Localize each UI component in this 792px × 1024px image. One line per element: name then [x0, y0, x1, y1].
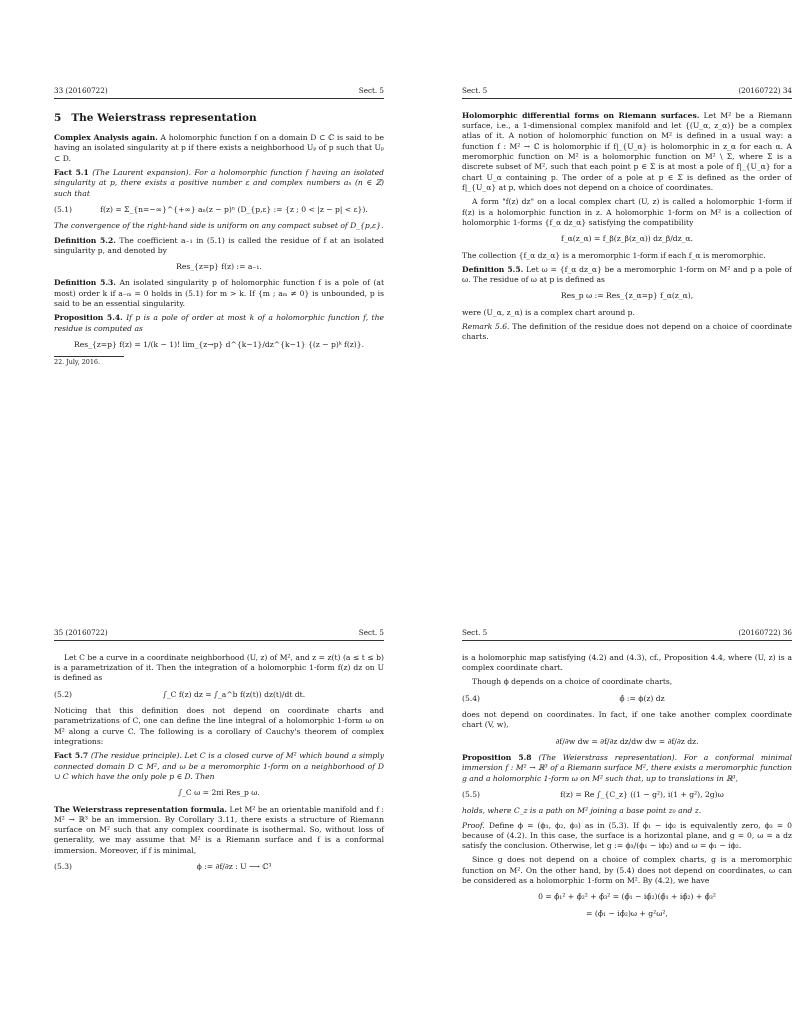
- fact-heading: Fact 5.1: [54, 167, 89, 177]
- chart-note: were (U_α, z_α) is a complex chart around p.: [462, 307, 635, 317]
- paragraph-text: Let M² be an orientable manifold and f : M² → ℝ³ be an immersion. By Corollary 3.11, there exists a structure of Riemann surface on M² such that any complex coordinate is isothermal. So, without loss of generality, we may assume that M² is a Riemann surface and f is a conformal immersion. Moreover, if f is minimal,: [54, 804, 384, 855]
- final-equation-2: [462, 909, 792, 919]
- definition-5-5-equation: [462, 291, 792, 301]
- header-left: Sect. 5: [462, 628, 488, 637]
- paragraph-heading: Holomorphic differential forms on Riemann surfaces.: [462, 110, 700, 120]
- equation-body: f_α(z_α) = f_β(z_β(z_α)) dz_β/dz_α.: [561, 234, 693, 244]
- definition-5-2: [54, 236, 384, 257]
- page-36: [462, 628, 792, 925]
- section-number: 5: [54, 111, 62, 124]
- proposition-heading: Proposition 5.4.: [54, 313, 123, 323]
- though-paragraph: Though ϕ depends on a choice of coordinate charts,: [472, 677, 673, 687]
- equation-body: 0 = ϕ̂₁² + ϕ̂₂² + ϕ̂₃² = (ϕ̂₁ − iϕ̂₂)(ϕ̂₁ + iϕ̂₂) + ϕ̂₃²: [538, 892, 716, 902]
- header-left: 33 (20160722): [54, 86, 108, 95]
- definition-heading: Definition 5.3.: [54, 278, 116, 288]
- equation-body: f(z) = Re ∫_{C_z} ((1 − g²), i(1 + g²), 2g)ω: [560, 789, 724, 799]
- equation-5-4: [462, 694, 792, 704]
- proposition-5-8: [462, 753, 792, 784]
- proof-text: Define ϕ = (ϕ₁, ϕ₂, ϕ₃) as in (5.3). If ϕ₁ − iϕ₂ is equivalently zero, ϕ₃ = 0 because of (4.2). In this case, the surface is a horizontal plane, and g = 0, ω = a dz satisfy the conclusion. Otherwise, let g := ϕ₃/(ϕ₁ − iϕ₂) and ω = ϕ₁ − iϕ₂.: [462, 820, 792, 851]
- header-right: Sect. 5: [358, 86, 384, 95]
- section-title-text: The Weierstrass representation: [71, 111, 257, 124]
- footnote-date: 22. July, 2016.: [54, 356, 124, 367]
- header-right: (20160722) 36: [738, 628, 792, 637]
- proposition-text: If p is a pole of order at most k of a holomorphic function f, the residue is computed as: [54, 313, 384, 333]
- proposition-5-4: [54, 313, 384, 334]
- equation-5-3: [54, 862, 384, 872]
- coordinate-independence-paragraph: does not depend on coordinates. In fact, if one take another complex coordinate chart (V, w),: [462, 710, 792, 730]
- definition-5-5: [462, 265, 792, 286]
- fact-text: (The residue principle). Let C is a closed curve of M² which bound a simply connected domain D ⊂ M², and ω be a meromorphic 1-form on a neighborhood of D ∪ C which have the only pole p ∈ D. Then: [54, 751, 384, 781]
- equation-label: (5.5): [462, 789, 481, 799]
- equation-body: ∂f/∂w dw = ∂f/∂z dz/dw dw = ∂f/∂z dz.: [555, 736, 699, 746]
- residue-principle-equation: [54, 788, 384, 798]
- definition-5-3: [54, 278, 384, 309]
- final-equation-1: [462, 892, 792, 902]
- proof-heading: Proof.: [462, 820, 485, 830]
- equation-label: (5.2): [54, 689, 73, 699]
- equation-body: ϕ := ∂f/∂z : U ⟶ ℂ³: [196, 862, 272, 872]
- header-right: Sect. 5: [358, 628, 384, 637]
- curve-paragraph: Let C be a curve in a coordinate neighborhood (U, z) of M², and z = z(t) (a ≤ t ≤ b) is a parametrization of it. Then the integration of a holomorphic 1-form f(z) dz on U is defined as: [54, 652, 384, 683]
- fact-5-1: [54, 168, 384, 199]
- header-left: Sect. 5: [462, 86, 488, 95]
- equation-label: (5.4): [462, 693, 481, 703]
- fact-text: (The Laurent expansion). For a holomorphic function f having an isolated singularity at p, there exists a positive number ε and complex numbers aₙ (n ∈ ℤ) such that: [54, 167, 384, 198]
- line-integral-paragraph: Noticing that this definition does not depend on coordinate charts and parametrizations of C, one can define the line integral of a holomorphic 1-form ω on M² along a curve C. The following is a corollary of Cauchy's theorem of complex integrations:: [54, 706, 384, 746]
- proposition-5-4-equation: [54, 340, 384, 350]
- holomorphic-map-paragraph: is a holomorphic map satisfying (4.2) and (4.3), cf., Proposition 4.4, where (U, z) is a complex coordinate chart.: [462, 652, 792, 673]
- proposition-heading: Proposition 5.8: [462, 752, 532, 762]
- equation-body: f(z) = Σ_{n=−∞}^{+∞} aₙ(z − p)ⁿ (D_{p,ε} := {z ; 0 < |z − p| < ε}).: [100, 204, 368, 214]
- holomorphic-forms-paragraph: [462, 111, 792, 194]
- remark-text: The definition of the residue does not depend on a choice of coordinate charts.: [462, 322, 792, 342]
- equation-5-2: [54, 690, 384, 700]
- running-header: [54, 628, 384, 641]
- header-right: (20160722) 34: [738, 86, 792, 95]
- definition-text: An isolated singularity p of holomorphic function f is a pole of (at most) order k if a₋ₘ = 0 holds in (5.1) for m > k. If {m ; aₘ ≠ 0} is unbounded, p is said to be an essential singularity.: [54, 278, 384, 309]
- paragraph-text: A holomorphic function f on a domain D ⊂ ℂ is said to be having an isolated singularity at p if there exists a neighborhood Uₚ of p such that Uₚ ⊂ D.: [54, 133, 384, 163]
- running-header: [462, 86, 792, 99]
- header-left: 35 (20160722): [54, 628, 108, 637]
- meromorphic-collection-paragraph: The collection {f_α dz_α} is a meromorphic 1-form if each f_α is meromorphic.: [462, 250, 766, 260]
- fact-heading: Fact 5.7: [54, 751, 89, 761]
- equation-5-5: [462, 790, 792, 800]
- definition-text: The coefficient a₋₁ in (5.1) is called the residue of f at an isolated singularity p, and denoted by: [54, 235, 385, 255]
- equation-body: ∫_C f(z) dz = ∫_a^b f(z(t)) dz(t)/dt dt.: [162, 689, 306, 699]
- equation-body: Res_p ω := Res_{z_α=p} f_α(z_α),: [560, 291, 694, 301]
- equation-body: Res_{z=p} f(z) = 1/(k − 1)! lim_{z→p} d^{k−1}/dz^{k−1} {(z − p)ᵏ f(z)}.: [73, 340, 364, 350]
- equation-body: Res_{z=p} f(z) := a₋₁.: [176, 262, 262, 272]
- weierstrass-formula-paragraph: [54, 805, 384, 857]
- remark-heading: Remark 5.6.: [462, 322, 510, 332]
- proof-paragraph: [462, 821, 792, 852]
- definition-text: Let ω = {f_α dz_α} be a meromorphic 1-form on M² and p a pole of ω. The residue of ω at p is defined as: [462, 264, 792, 285]
- chain-rule-equation: [462, 737, 792, 747]
- complex-analysis-paragraph: [54, 133, 384, 164]
- remark-5-6: [462, 322, 792, 343]
- equation-label: (5.3): [54, 862, 73, 872]
- path-note: holds, where C_z is a path on M² joining a base point z₀ and z.: [462, 806, 702, 816]
- equation-5-1: [54, 205, 384, 215]
- compatibility-equation: [462, 234, 792, 244]
- fact-5-7: [54, 751, 384, 782]
- section-title: [54, 111, 384, 125]
- page-35: [54, 628, 384, 878]
- definition-heading: Definition 5.2.: [54, 235, 116, 245]
- equation-body: ϕ̂ := ϕ(z) dz: [619, 693, 665, 703]
- equation-body: ∫_C ω = 2πi Res_p ω.: [178, 788, 260, 798]
- page-33: [54, 86, 384, 367]
- running-header: [54, 86, 384, 99]
- equation-label: (5.1): [54, 204, 73, 214]
- paragraph-heading: The Weierstrass representation formula.: [54, 804, 228, 814]
- page-34: [462, 86, 792, 347]
- proposition-text: (The Weierstrass representation). For a conformal minimal immersion f : M² → ℝ³ of a Riemann surface M², there exists a meromorphic function g and a holomorphic 1-form ω on M² such that, up to translations in ℝ³,: [462, 752, 792, 783]
- definition-heading: Definition 5.5.: [462, 264, 524, 274]
- residue-equation: [54, 262, 384, 272]
- holomorphic-1-form-paragraph: A form "f(z) dz" on a local complex chart (U, z) is called a holomorphic 1-form if f(z) is a holomorphic function in z. A holomorphic 1-form on M² is a collection of holomorphic 1-forms {f_α dz_α} satisfying the compatibility: [462, 197, 792, 227]
- convergence-note: The convergence of the right-hand side is uniform on any compact subset of D_{p,ε}.: [54, 221, 384, 231]
- paragraph-heading: Complex Analysis again.: [54, 133, 158, 143]
- paragraph-text: Let M² be a Riemann surface, i.e., a 1-dimensional complex manifold and let {(U_α, z_α)} be a complex atlas of it. A notion of holomorphic function on M² is defined in a usual way: a function f : M² → ℂ is holomorphic if f|_{U_α} is holomorphic in z_α for each α. A meromorphic function on M² is a holomorphic function on M² \ Σ, where Σ is a discrete subset of M², such that each point p ∈ Σ is at most a pole of f|_{U_α} for a chart U_α containing p. The order of a pole at p ∈ Σ is defined as the order of f|_{U_α} at p, which does not depend on a choice of coordinates.: [462, 110, 792, 192]
- equation-body: = (ϕ̂₁ − iϕ̂₂)ω + g²ω²,: [586, 908, 668, 918]
- running-header: [462, 628, 792, 641]
- since-paragraph: Since g does not depend on a choice of complex charts, g is a meromorphic function on M². On the other hand, by (5.4) does not depend on coordinates, ω can be considered as a holomorphic 1-form on M². By (4.2), we have: [462, 855, 792, 886]
